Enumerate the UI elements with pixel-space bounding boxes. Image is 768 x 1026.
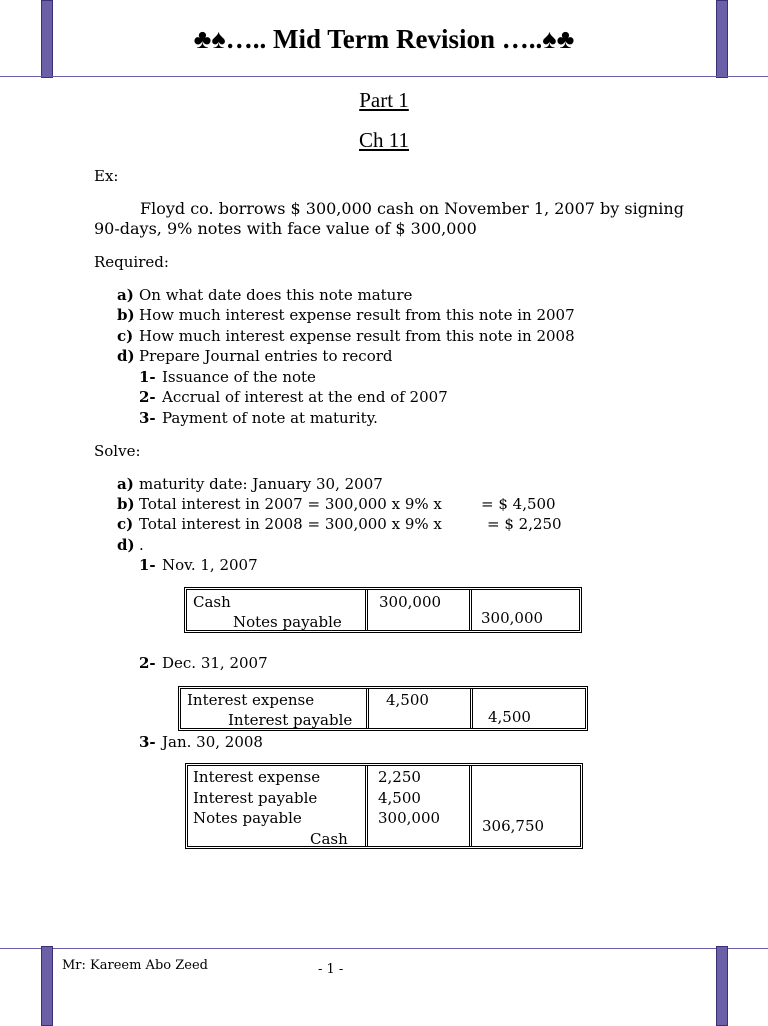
journal-entry-2-table [178, 686, 588, 731]
solution-d-label: d) [117, 536, 135, 554]
entry-2-credit-amount: 4,500 [488, 708, 531, 726]
entry-3-debit-1: 2,250 [378, 768, 421, 786]
entry-2-step: 2- [139, 654, 156, 672]
problem-line-2: 90-days, 9% notes with face value of $ 300,000 [94, 219, 477, 238]
journal-step-2-label: 2- [139, 388, 156, 406]
problem-line-1: Floyd co. borrows $ 300,000 cash on November 1, 2007 by signing [140, 199, 684, 218]
entry-1-date: Nov. 1, 2007 [162, 556, 258, 574]
entry-3-credit-amount: 306,750 [482, 817, 545, 835]
solution-c-result: = $ 2,250 [487, 515, 562, 533]
journal-step-1-label: 1- [139, 368, 156, 386]
entry-1-debit-account: Cash [193, 593, 231, 611]
journal-step-3-text: Payment of note at maturity. [162, 409, 378, 427]
part-title: Part 1 [359, 88, 409, 112]
journal-step-2-text: Accrual of interest at the end of 2007 [162, 388, 448, 406]
required-a-text: On what date does this note mature [139, 286, 413, 304]
entry-2-debit-amount: 4,500 [386, 691, 429, 709]
footer-left-bar [41, 946, 53, 1026]
required-b-label: b) [117, 306, 135, 324]
required-a-label: a) [117, 286, 134, 304]
footer-rule [0, 948, 768, 949]
entry-2-date: Dec. 31, 2007 [162, 654, 268, 672]
entry-3-date: Jan. 30, 2008 [162, 733, 263, 751]
required-d-text: Prepare Journal entries to record [139, 347, 393, 365]
entry-3-account-1: Interest expense [193, 768, 321, 786]
chapter-title: Ch 11 [359, 128, 409, 152]
header-rule [0, 76, 768, 77]
entry-3-step: 3- [139, 733, 156, 751]
journal-entry-3-table [185, 763, 583, 849]
required-c-label: c) [117, 327, 134, 345]
solve-label: Solve: [94, 442, 141, 460]
entry-3-debit-3: 300,000 [378, 809, 441, 827]
entry-1-credit-account: Notes payable [233, 613, 342, 631]
solution-a-label: a) [117, 475, 134, 493]
solution-d-text: . [139, 536, 144, 554]
solution-c-label: c) [117, 515, 134, 533]
required-b-text: How much interest expense result from this note in 2007 [139, 306, 575, 324]
page-header-title: ♣♠….. Mid Term Revision …..♠♣ [193, 24, 575, 54]
entry-3-account-4: Cash [310, 830, 348, 848]
solution-a-text: maturity date: January 30, 2007 [139, 475, 383, 493]
entry-1-step: 1- [139, 556, 156, 574]
footer-page-number: - 1 - [318, 962, 344, 977]
entry-3-account-3: Notes payable [193, 809, 302, 827]
entry-1-credit-amount: 300,000 [481, 609, 544, 627]
entry-2-credit-account: Interest payable [228, 711, 353, 729]
required-label: Required: [94, 253, 169, 271]
solution-b-text: Total interest in 2007 = 300,000 x 9% x [139, 495, 442, 513]
footer-author: Mr: Kareem Abo Zeed [62, 958, 208, 973]
required-c-text: How much interest expense result from this note in 2008 [139, 327, 575, 345]
example-label: Ex: [94, 167, 119, 185]
solution-b-label: b) [117, 495, 135, 513]
journal-step-3-label: 3- [139, 409, 156, 427]
entry-3-account-2: Interest payable [193, 789, 318, 807]
entry-2-debit-account: Interest expense [187, 691, 315, 709]
solution-c-text: Total interest in 2008 = 300,000 x 9% x [139, 515, 442, 533]
entry-1-debit-amount: 300,000 [379, 593, 442, 611]
journal-step-1-text: Issuance of the note [162, 368, 316, 386]
journal-entry-1-table [184, 587, 582, 633]
footer-right-bar [716, 946, 728, 1026]
solution-b-result: = $ 4,500 [481, 495, 556, 513]
entry-3-debit-2: 4,500 [378, 789, 421, 807]
required-d-label: d) [117, 347, 135, 365]
